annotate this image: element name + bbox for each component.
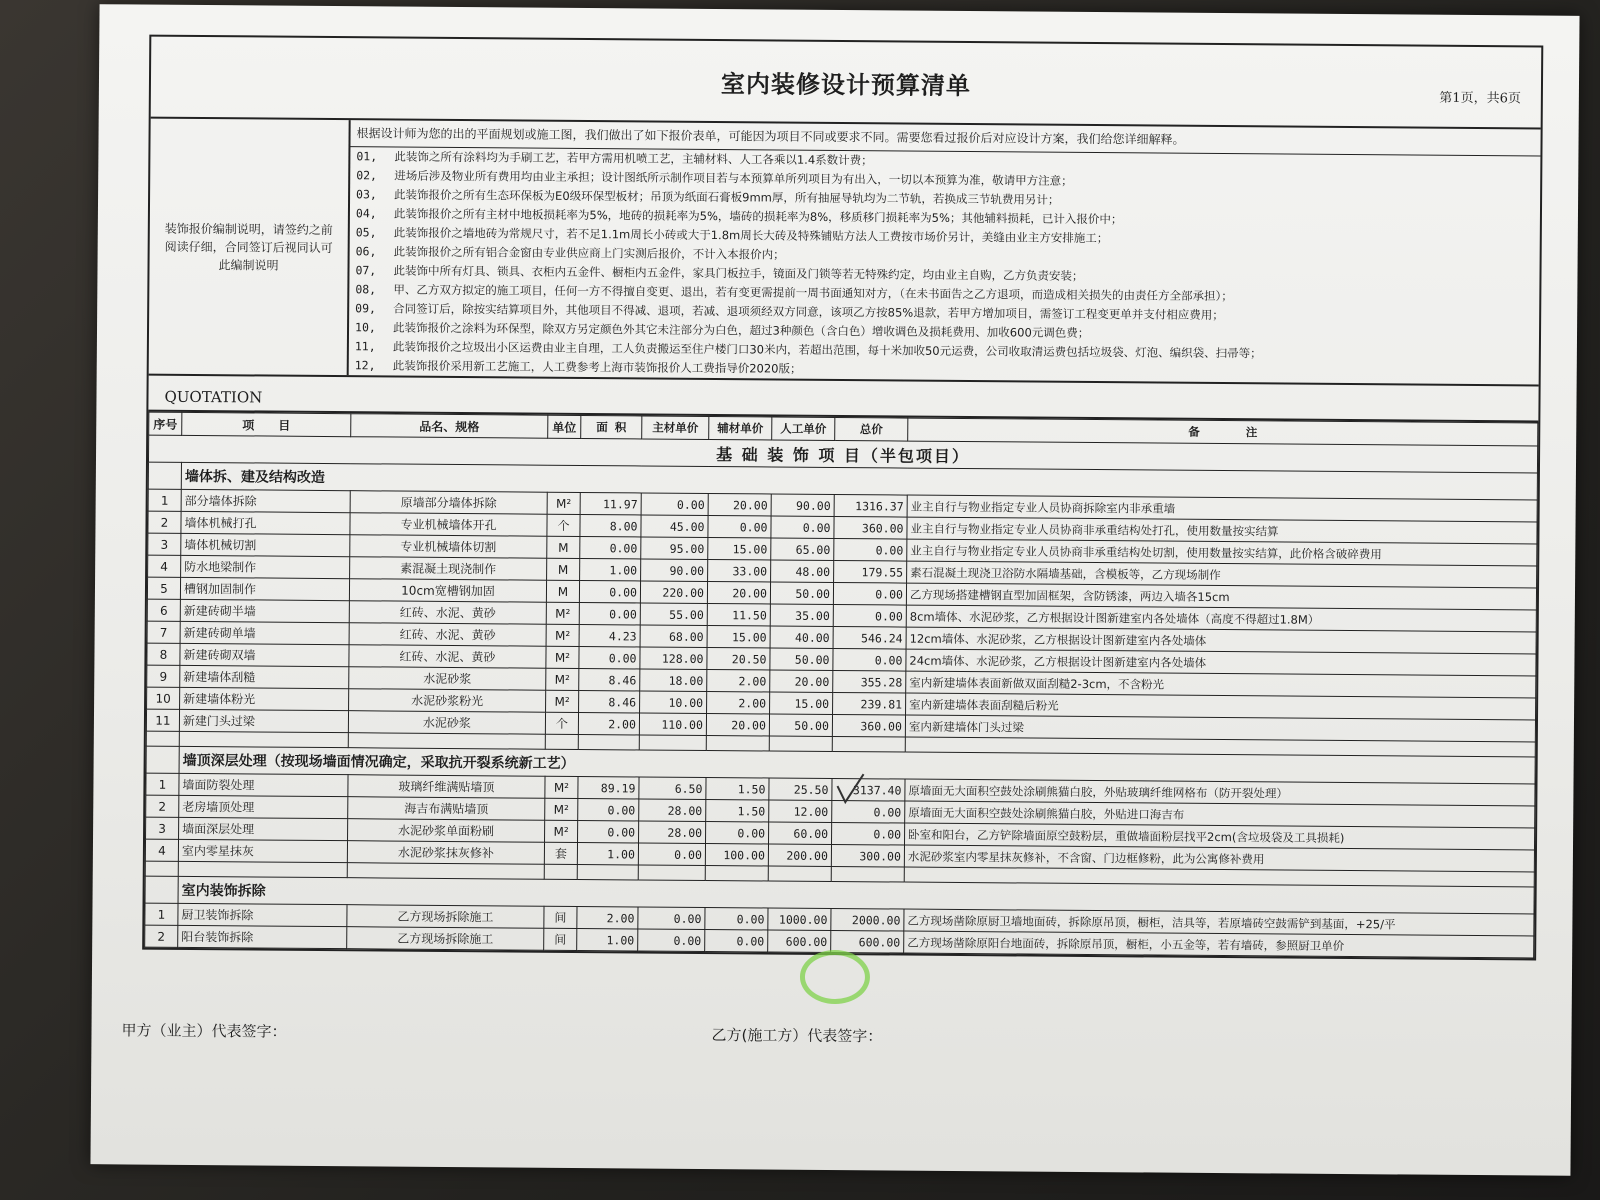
cell-labor-price: 50.00 bbox=[770, 582, 833, 604]
cell-main-price: 6.50 bbox=[639, 777, 706, 800]
cell-total: 0.00 bbox=[833, 604, 906, 627]
cell-item: 新建墙体粉光 bbox=[180, 687, 349, 710]
note-number: 12, bbox=[354, 358, 376, 373]
cell-spec: 专业机械墙体开孔 bbox=[350, 513, 547, 537]
cell-aux-price: 20.00 bbox=[706, 713, 769, 735]
cell-spec: 素混凝土现浇制作 bbox=[350, 557, 547, 581]
cell-labor-price: 15.00 bbox=[770, 692, 833, 714]
cell-aux-price: 100.00 bbox=[705, 843, 768, 865]
cell-main-price: 0.00 bbox=[638, 843, 705, 866]
group-title-spacer bbox=[148, 462, 181, 489]
cell-labor-price: 65.00 bbox=[771, 538, 834, 560]
cell-labor-price: 50.00 bbox=[769, 714, 832, 736]
cell-note: 素石混凝土现浇卫浴防水隔墙基础，含模板等，乙方现场制作 bbox=[907, 561, 1537, 588]
spacer-cell bbox=[769, 736, 832, 751]
cell-spec: 乙方现场拆除施工 bbox=[347, 927, 544, 951]
cell-labor-price: 600.00 bbox=[768, 930, 831, 952]
cell-unit: 套 bbox=[544, 842, 577, 864]
cell-spec: 水泥砂浆单面粉刷 bbox=[348, 819, 545, 843]
cell-note: 8cm墙体、水泥砂浆，乙方根据设计图新建室内各处墙体（高度不得超过1.8M） bbox=[906, 605, 1536, 632]
cell-item: 墙面防裂处理 bbox=[179, 773, 348, 796]
cell-main-price: 0.00 bbox=[641, 493, 708, 516]
cell-aux-price: 0.00 bbox=[708, 516, 771, 538]
spacer-cell bbox=[545, 734, 578, 749]
cell-labor-price: 90.00 bbox=[771, 494, 834, 516]
cell-area: 8.46 bbox=[579, 668, 640, 690]
table-body bbox=[145, 435, 1538, 958]
cell-aux-price: 1.50 bbox=[706, 799, 769, 821]
cell-item: 墙面深层处理 bbox=[179, 817, 348, 840]
note-number: 09, bbox=[355, 301, 377, 316]
page-number: 第1页，共6页 bbox=[1439, 90, 1521, 107]
cell-area: 1.00 bbox=[577, 928, 638, 950]
cell-item: 新建砖砌半墙 bbox=[180, 599, 349, 622]
header-aux-price: 辅材单价 bbox=[709, 417, 772, 440]
cell-aux-price: 2.00 bbox=[707, 691, 770, 713]
cell-unit: 个 bbox=[545, 712, 578, 734]
cell-aux-price: 0.00 bbox=[705, 907, 768, 929]
cell-item: 新建门头过梁 bbox=[179, 709, 348, 732]
cell-no: 5 bbox=[147, 577, 180, 599]
cell-note: 水泥砂浆室内零星抹灰修补，不含窗、门边框修粉，此为公寓修补费用 bbox=[904, 845, 1534, 872]
cell-spec: 红砖、水泥、黄砂 bbox=[349, 623, 546, 647]
cell-labor-price: 1000.00 bbox=[768, 908, 831, 930]
cell-labor-price: 60.00 bbox=[769, 822, 832, 844]
cell-spec: 玻璃纤维满贴墙顶 bbox=[348, 775, 545, 799]
cell-note: 室内新建墙体表面刮糙后粉光 bbox=[906, 693, 1536, 720]
header-main-price: 主材单价 bbox=[642, 416, 709, 440]
note-number: 07, bbox=[355, 263, 377, 278]
cell-area: 0.00 bbox=[579, 580, 640, 602]
cell-no: 9 bbox=[147, 665, 180, 687]
cell-total: 546.24 bbox=[833, 626, 906, 649]
spacer-cell bbox=[178, 861, 347, 877]
cell-item: 新建墙体刮糙 bbox=[180, 665, 349, 688]
cell-total: 360.00 bbox=[834, 516, 907, 539]
spacer-cell bbox=[768, 866, 831, 881]
cell-labor-price: 0.00 bbox=[771, 516, 834, 538]
cell-unit: 个 bbox=[547, 514, 580, 536]
cell-spec: 红砖、水泥、黄砂 bbox=[349, 601, 546, 625]
cell-unit: 间 bbox=[544, 906, 577, 928]
cell-item: 部分墙体拆除 bbox=[181, 489, 350, 512]
cell-main-price: 28.00 bbox=[639, 821, 706, 844]
cell-spec: 水泥砂浆粉光 bbox=[349, 689, 546, 713]
cell-spec: 专业机械墙体切割 bbox=[350, 535, 547, 559]
note-number: 11, bbox=[354, 339, 376, 354]
note-text: 此装饰报价之垃圾出小区运费由业主自理，工人负责搬运至住户楼门口30米内，若超出范围，每十米加收50元运费，公司收取清运费包括垃圾袋、灯泡、编织袋、扫帚等； bbox=[392, 339, 1262, 361]
header-total: 总价 bbox=[835, 417, 908, 441]
spacer-cell bbox=[348, 733, 545, 750]
cell-unit: M bbox=[546, 580, 579, 602]
document-title: 室内装修设计预算清单 bbox=[720, 69, 972, 100]
cell-aux-price: 1.50 bbox=[706, 777, 769, 799]
cell-main-price: 0.00 bbox=[638, 929, 705, 952]
note-number: 03, bbox=[356, 187, 377, 202]
cell-no: 1 bbox=[145, 903, 178, 925]
header-item: 项 目 bbox=[182, 412, 351, 436]
cell-no: 1 bbox=[146, 773, 179, 795]
header-labor-price: 人工单价 bbox=[772, 417, 835, 440]
cell-unit: M² bbox=[546, 668, 579, 690]
spacer-cell bbox=[832, 736, 905, 752]
cell-area: 8.46 bbox=[579, 690, 640, 712]
cell-main-price: 110.00 bbox=[639, 713, 706, 736]
cell-unit: M² bbox=[546, 646, 579, 668]
cell-aux-price: 0.00 bbox=[706, 821, 769, 843]
cell-labor-price: 200.00 bbox=[768, 844, 831, 866]
cell-spec: 水泥砂浆抹灰修补 bbox=[347, 841, 544, 865]
cell-note: 室内新建墙体门头过梁 bbox=[905, 715, 1535, 742]
note-text: 此装饰报价之所有铝合金窗由专业供应商上门实测后报价，不计入本报价内； bbox=[393, 244, 785, 262]
cell-total: 239.81 bbox=[833, 692, 906, 715]
cell-labor-price: 12.00 bbox=[769, 800, 832, 822]
cell-note: 原墙面无大面积空鼓处涂刷熊猫白胶，外贴玻璃纤维网格布（防开裂处理） bbox=[905, 779, 1535, 806]
cell-unit: M² bbox=[546, 602, 579, 624]
cell-no: 4 bbox=[145, 839, 178, 861]
cell-aux-price: 2.00 bbox=[707, 669, 770, 691]
note-text: 此装饰之所有涂料均为手刷工艺，若甲方需用机喷工艺，主辅材料、人工各乘以1.4系数计费； bbox=[394, 149, 873, 168]
cell-item: 室内零星抹灰 bbox=[178, 839, 347, 862]
cell-aux-price: 20.50 bbox=[707, 647, 770, 669]
cell-note: 业主自行与物业指定专业人员协商非承重结构处切割，使用数量按实结算，此价格含破碎费用 bbox=[907, 539, 1537, 566]
note-text: 甲、乙方双方拟定的施工项目，任何一方不得擅自变更、退出，若有变更需提前一周书面通知对方，（在未书面告之乙方退项，而造成相关损失的由责任方全部承担）； bbox=[393, 282, 1233, 304]
note-number: 10, bbox=[354, 320, 376, 335]
quotation-label: QUOTATION bbox=[148, 376, 1538, 423]
budget-table-frame bbox=[142, 35, 1543, 961]
cell-total: 0.00 bbox=[832, 822, 905, 845]
note-text: 此装饰中所有灯具、锁具、衣柜内五金件、橱柜内五金件，家具门板拉手，镜面及门锁等若无特殊约定，均由业主自购，乙方负责安装； bbox=[393, 263, 1084, 283]
notes-list bbox=[349, 147, 1541, 384]
cell-main-price: 18.00 bbox=[640, 669, 707, 692]
cell-labor-price: 40.00 bbox=[770, 626, 833, 648]
cell-note: 原墙面无大面积空鼓处涂刷熊猫白胶，外贴进口海吉布 bbox=[905, 801, 1535, 828]
cell-total: 2000.00 bbox=[831, 908, 904, 931]
cell-unit: M² bbox=[545, 798, 578, 820]
cell-aux-price: 15.00 bbox=[707, 625, 770, 647]
cell-no: 2 bbox=[145, 925, 178, 947]
cell-no: 10 bbox=[147, 687, 180, 709]
green-marker-circle bbox=[800, 950, 870, 1005]
cell-note: 乙方现场搭建槽钢直型加固框架，含防锈漆，两边入墙各15cm bbox=[906, 583, 1536, 610]
cell-main-price: 90.00 bbox=[641, 559, 708, 582]
cell-item: 厨卫装饰拆除 bbox=[178, 903, 347, 926]
cell-note: 业主自行与物业指定专业人员协商非承重结构处打孔，使用数量按实结算 bbox=[907, 517, 1537, 544]
spacer-cell bbox=[146, 731, 179, 746]
cell-no: 6 bbox=[147, 599, 180, 621]
cell-note: 室内新建墙体表面新做双面刮糙2-3cm，不含粉光 bbox=[906, 671, 1536, 698]
notes-block bbox=[149, 119, 1541, 387]
cell-total: 0.00 bbox=[833, 582, 906, 605]
spacer-cell bbox=[638, 865, 705, 881]
spacer-cell bbox=[639, 735, 706, 751]
cell-labor-price: 50.00 bbox=[770, 648, 833, 670]
cell-item: 阳台装饰拆除 bbox=[178, 925, 347, 948]
pen-check-mark bbox=[835, 772, 865, 806]
note-number: 08, bbox=[355, 282, 377, 297]
cell-total: 179.55 bbox=[834, 560, 907, 583]
cell-no: 8 bbox=[147, 643, 180, 665]
notes-content bbox=[349, 120, 1541, 384]
cell-area: 8.00 bbox=[580, 514, 641, 536]
header-note: 备 注 bbox=[908, 418, 1538, 446]
owner-signature-label: 甲方（业主）代表签字： bbox=[121, 1021, 287, 1041]
note-text: 进场后涉及物业所有费用均由业主承担；设计图纸所示制作项目若与本预算单所列项目为有出入，一切以本预算为准，敬请甲方注意； bbox=[394, 168, 1073, 188]
budget-sheet-paper bbox=[90, 4, 1579, 1176]
cell-labor-price: 25.50 bbox=[769, 778, 832, 800]
cell-no: 11 bbox=[146, 709, 179, 731]
cell-total: 355.28 bbox=[833, 670, 906, 693]
spacer-cell bbox=[577, 864, 638, 879]
cell-unit: M² bbox=[546, 624, 579, 646]
cell-area: 0.00 bbox=[578, 820, 639, 842]
cell-total: 360.00 bbox=[832, 714, 905, 737]
cell-no: 3 bbox=[148, 533, 181, 555]
cell-unit: M² bbox=[545, 776, 578, 798]
cell-area: 0.00 bbox=[580, 536, 641, 558]
cell-note: 卧室和阳台，乙方铲除墙面原空鼓粉层，重做墙面粉层找平2cm(含垃圾袋及工具损耗) bbox=[904, 823, 1534, 850]
cell-total: 600.00 bbox=[831, 930, 904, 953]
cell-unit: 间 bbox=[544, 928, 577, 950]
cell-area: 1.00 bbox=[580, 558, 641, 580]
cell-labor-price: 35.00 bbox=[770, 604, 833, 626]
group-title: 墙顶深层处理（按现场墙面情况确定，采取抗开裂系统新工艺） bbox=[179, 746, 1535, 784]
cell-total: 0.00 bbox=[834, 538, 907, 561]
spacer-cell bbox=[179, 731, 348, 747]
spacer-cell bbox=[145, 861, 178, 876]
cell-aux-price: 15.00 bbox=[708, 538, 771, 560]
cell-total: 300.00 bbox=[831, 844, 904, 867]
cell-unit: M bbox=[547, 558, 580, 580]
title-row bbox=[151, 37, 1542, 130]
cell-main-price: 28.00 bbox=[639, 799, 706, 822]
note-text: 此装饰报价之所有主材中地板损耗率为5%，地砖的损耗率为5%，墙砖的损耗率为8%，移质移门损耗率为5%；其他辅料损耗，已计入报价中； bbox=[393, 206, 1123, 227]
cell-area: 2.00 bbox=[577, 906, 638, 928]
cell-no: 3 bbox=[146, 817, 179, 839]
cell-unit: M bbox=[547, 536, 580, 558]
cell-total: 3137.40 bbox=[832, 778, 905, 801]
cell-area: 0.00 bbox=[579, 646, 640, 668]
cell-main-price: 10.00 bbox=[640, 691, 707, 714]
cell-spec: 10cm宽槽钢加固 bbox=[349, 579, 546, 603]
group-title: 墙体拆、建及结构改造 bbox=[181, 462, 1537, 500]
section-title: 基 础 装 饰 项 目（半包项目） bbox=[148, 435, 1537, 473]
cell-total: 0.00 bbox=[832, 800, 905, 823]
cell-spec: 水泥砂浆 bbox=[348, 711, 545, 735]
note-number: 06, bbox=[355, 244, 377, 259]
cell-spec: 红砖、水泥、黄砂 bbox=[349, 645, 546, 669]
cell-item: 槽钢加固制作 bbox=[180, 577, 349, 600]
cell-unit: M² bbox=[547, 492, 580, 514]
cell-note: 乙方现场凿除原厨卫墙地面砖，拆除原吊顶，橱柜，洁具等，若原墙砖空鼓需铲到基面，+25/平 bbox=[904, 909, 1534, 936]
cell-note: 业主自行与物业指定专业人员协商拆除室内非承重墙 bbox=[907, 495, 1537, 522]
cell-area: 89.19 bbox=[578, 776, 639, 798]
cell-area: 0.00 bbox=[578, 798, 639, 820]
note-number: 01, bbox=[356, 149, 378, 164]
cell-total: 1316.37 bbox=[834, 494, 907, 517]
cell-main-price: 0.00 bbox=[638, 907, 705, 930]
cell-item: 墙体机械切割 bbox=[181, 533, 350, 556]
cell-aux-price: 0.00 bbox=[705, 929, 768, 951]
cell-aux-price: 11.50 bbox=[707, 603, 770, 625]
group-title-spacer bbox=[145, 876, 178, 903]
header-spec: 品名、规格 bbox=[351, 414, 548, 439]
cell-no: 4 bbox=[148, 555, 181, 577]
cell-note: 24cm墙体、水泥砂浆，乙方根据设计图新建室内各处墙体 bbox=[906, 649, 1536, 676]
spacer-cell bbox=[578, 734, 639, 749]
cell-spec: 原墙部分墙体拆除 bbox=[350, 491, 547, 515]
cell-main-price: 95.00 bbox=[641, 537, 708, 560]
cell-unit: M² bbox=[546, 690, 579, 712]
cell-area: 11.97 bbox=[580, 492, 641, 514]
cell-no: 2 bbox=[146, 795, 179, 817]
cell-no: 7 bbox=[147, 621, 180, 643]
spacer-cell bbox=[347, 863, 544, 880]
cell-item: 新建砖砌双墙 bbox=[180, 643, 349, 666]
cell-item: 防水地梁制作 bbox=[181, 555, 350, 578]
cell-main-price: 128.00 bbox=[640, 647, 707, 670]
cell-area: 2.00 bbox=[578, 712, 639, 734]
group-title: 室内装饰拆除 bbox=[178, 876, 1534, 914]
cell-main-price: 45.00 bbox=[641, 515, 708, 538]
cell-area: 0.00 bbox=[579, 602, 640, 624]
spacer-cell bbox=[705, 865, 768, 880]
cell-main-price: 68.00 bbox=[640, 625, 707, 648]
header-area: 面 积 bbox=[581, 415, 642, 438]
cell-note: 乙方现场凿除原阳台地面砖，拆除原吊顶，橱柜，小五金等，若有墙砖，参照厨卫单价 bbox=[904, 931, 1534, 958]
cell-spec: 乙方现场拆除施工 bbox=[347, 905, 544, 929]
spacer-cell bbox=[831, 866, 904, 882]
cell-spec: 水泥砂浆 bbox=[349, 667, 546, 691]
cell-aux-price: 20.00 bbox=[707, 581, 770, 603]
notes-intro: 根据设计师为您的出的平面规划或施工图，我们做出了如下报价表单，可能因为项目不同或要求不同。需要您看过报价后对应设计方案，我们给您详细解释。 bbox=[350, 120, 1540, 156]
cell-area: 4.23 bbox=[579, 624, 640, 646]
group-title-spacer bbox=[146, 746, 179, 773]
note-text: 此装饰报价采用新工艺施工，人工费参考上海市装饰报价人工费指导价2020版； bbox=[392, 358, 802, 376]
note-text: 此装饰报价之涂料为环保型，除双方另定颜色外其它未注部分为白色，超过3种颜色（含白色）增收调色及损耗费用、加收600元调色费； bbox=[392, 320, 1090, 340]
note-text: 此装饰报价之墙地砖为常规尺寸，若不足1.1m周长小砖或大于1.8m周长大砖及特殊铺贴方法人工费按市场价另计，美缝由业主方安排施工； bbox=[393, 225, 1109, 246]
cell-total: 0.00 bbox=[833, 648, 906, 671]
quotation-table bbox=[144, 412, 1538, 959]
note-number: 04, bbox=[355, 206, 377, 221]
spacer-cell bbox=[544, 864, 577, 879]
cell-no: 2 bbox=[148, 511, 181, 533]
cell-aux-price: 20.00 bbox=[708, 494, 771, 516]
note-text: 合同签订后，除按实结算项目外，其他项目不得减、退项，若减、退项须经双方同意，该项乙方按85%退款，若甲方增加项目，需签订工程变更单并支付相应费用； bbox=[393, 301, 1224, 323]
cell-labor-price: 48.00 bbox=[771, 560, 834, 582]
cell-note: 12cm墙体、水泥砂浆，乙方根据设计图新建室内各处墙体 bbox=[906, 627, 1536, 654]
cell-area: 1.00 bbox=[577, 842, 638, 864]
cell-main-price: 220.00 bbox=[640, 581, 707, 604]
header-unit: 单位 bbox=[548, 415, 581, 438]
signature-area bbox=[121, 1019, 1522, 1046]
cell-spec: 海吉布满贴墙顶 bbox=[348, 797, 545, 821]
header-no: 序号 bbox=[149, 412, 182, 435]
cell-item: 墙体机械打孔 bbox=[181, 511, 350, 534]
cell-item: 老房墙顶处理 bbox=[179, 795, 348, 818]
spacer-cell bbox=[706, 735, 769, 750]
cell-aux-price: 33.00 bbox=[708, 559, 771, 581]
cell-unit: M² bbox=[545, 820, 578, 842]
notes-label: 装饰报价编制说明，请签约之前阅读仔细，合同签订后视同认可此编制说明 bbox=[149, 119, 351, 376]
cell-item: 新建砖砌单墙 bbox=[180, 621, 349, 644]
note-text: 此装饰报价之所有生态环保板为E0级环保型板材；吊顶为纸面石膏板9mm厚，所有抽屉导轨均为二节轨，若换成三节轨费用另计； bbox=[394, 187, 1060, 207]
cell-no: 1 bbox=[148, 489, 181, 511]
contractor-signature-label: 乙方(施工方）代表签字： bbox=[711, 1026, 883, 1046]
cell-main-price: 55.00 bbox=[640, 603, 707, 626]
note-number: 02, bbox=[356, 168, 378, 183]
note-number: 05, bbox=[355, 225, 377, 240]
cell-labor-price: 20.00 bbox=[770, 670, 833, 692]
